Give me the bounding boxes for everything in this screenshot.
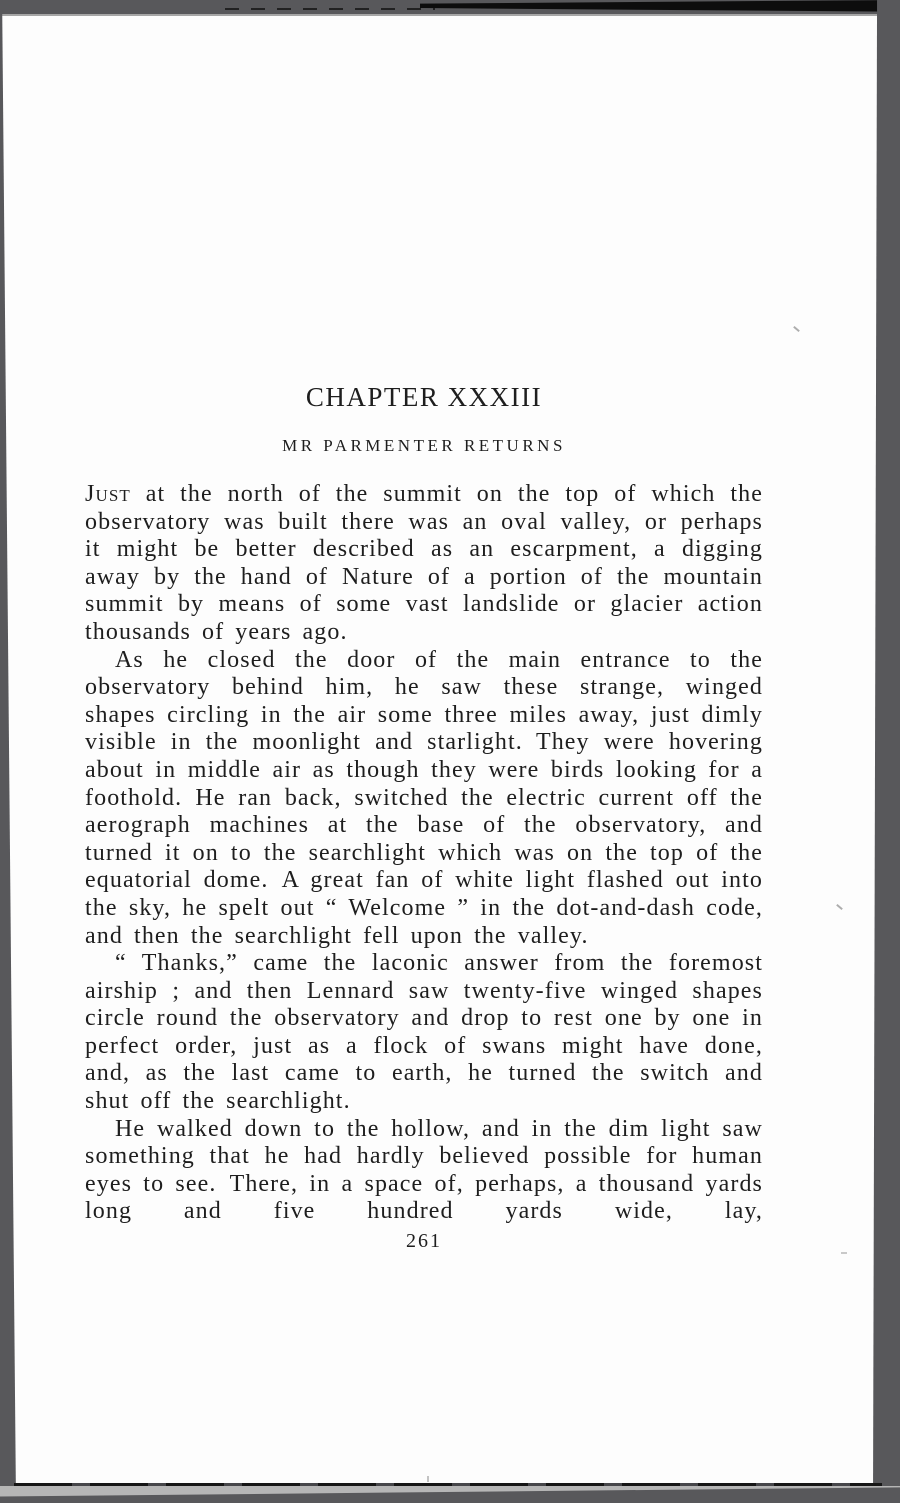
paragraph bbox=[85, 481, 763, 647]
page-content bbox=[85, 381, 763, 1253]
paragraph: “ Thanks,” came the laconic answer from the foremost airship ; and then Lennard saw twenty-five winged shapes circle round the observatory and drop to rest one by one in perfect order, just as a flock of swans might have done, and, as the last came to earth, he turned the switch and shut off the searchlight. bbox=[85, 950, 763, 1115]
paragraph: He walked down to the hollow, and in the dim light saw something that he had hardly believed possible for human eyes to see. There, in a space of, perhaps, a thousand yards long and five hundred yards wide, lay, bbox=[85, 1115, 763, 1225]
scan-artifact-top-light-line bbox=[0, 14, 900, 16]
scan-artifact-top-specks bbox=[225, 8, 435, 10]
scan-artifact-right-edge bbox=[873, 0, 900, 1503]
paragraph: As he closed the door of the main entrance to the observatory behind him, he saw these strange, winged shapes circling in the air some three miles away, just dimly visible in the moonlight and starlight. They were hovering about in middle air as though they were birds looking for a foothold. He ran back, switched the electric current off the aerograph machines at the base of the observatory, and turned it on to the searchlight which was on the top of the equatorial dome. A great fan of white light flashed out into the sky, he spelt out “ Welcome ” in the dot-and-dash code, and then the searchlight fell upon the valley. bbox=[85, 646, 763, 949]
page-number: 261 bbox=[406, 1230, 442, 1253]
chapter-subtitle: MR PARMENTER RETURNS bbox=[282, 436, 566, 455]
scan-speck bbox=[793, 326, 800, 332]
paragraph-lead-smallcaps: ust bbox=[95, 481, 131, 507]
paragraph-text: at the north of the summit on the top of which the observatory was built there was an oval valley, or perhaps it might be better described as an escarpment, a digging away by the hand of Nature of a portion of the mountain summit by means of some vast landslide or glacier action thousands of years ago. bbox=[85, 481, 763, 645]
chapter-heading: CHAPTER XXXIII bbox=[305, 382, 543, 412]
scan-speck bbox=[427, 1476, 429, 1482]
scan-artifact-left-edge bbox=[0, 14, 16, 1503]
scan-speck bbox=[841, 1252, 847, 1254]
scan-speck bbox=[836, 904, 843, 910]
paragraph-lead-cap: J bbox=[85, 481, 96, 507]
body-text bbox=[85, 481, 763, 1226]
